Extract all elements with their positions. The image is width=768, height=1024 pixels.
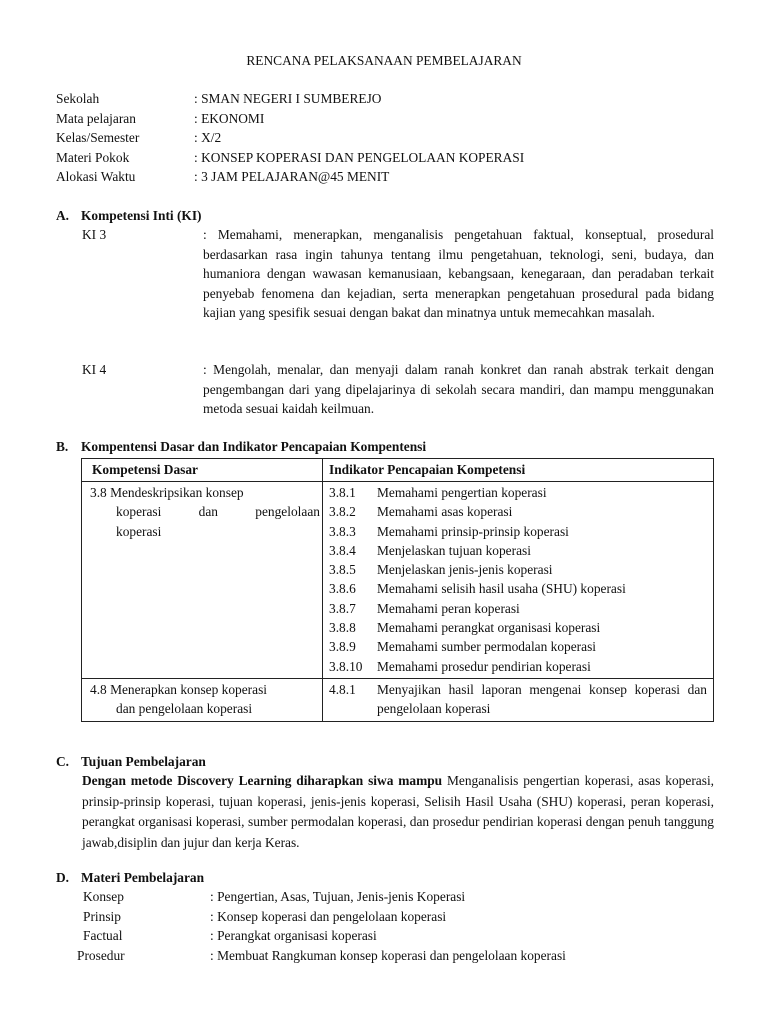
table-header-row [82, 459, 714, 482]
material-label: Prinsip [83, 908, 121, 924]
indicator-item [329, 637, 707, 656]
indicator-text: Menjelaskan jenis-jenis koperasi [377, 562, 553, 578]
section-d-heading [56, 868, 204, 887]
material-label: Konsep [83, 889, 124, 904]
ki4-text: : Mengolah, menalar, dan menyaji dalam ranah konkret dan ranah abstrak terkait dengan pengembangan dari yang dipelajarinya di sekolah secara mandiri, dan mampu menggunakan metoda sesuai kaidah keilmuan. [203, 362, 714, 417]
indicator-item [329, 579, 707, 598]
section-c-heading [56, 752, 206, 771]
material-list [77, 887, 566, 965]
indicator-number: 3.8.9 [329, 639, 356, 655]
objective-body: Menganalisis pengertian koperasi, asas koperasi, prinsip-prinsip koperasi, tujuan koperasi, jenis-jenis koperasi, Selisih Hasil Usaha (SHU) koperasi, peran koperasi, perangkat organisasi koperasi, sumber permodalan koperasi, dan prosedur pendirian koperasi dengan penuh tanggung jawab,disiplin dan jujur dan kerja Keras. [82, 773, 715, 850]
info-value: : EKONOMI [194, 110, 265, 126]
indicator-text: Memahami sumber permodalan koperasi [377, 639, 597, 655]
indicator-number: 3.8.10 [329, 658, 363, 674]
kd-line: 3.8 Mendeskripsikan konsep [90, 485, 244, 500]
indicator-text: Memahami prosedur pendirian koperasi [377, 658, 591, 674]
kd-cell [82, 678, 323, 721]
indicator-text: Memahami peran koperasi [377, 600, 520, 616]
info-label: Materi Pokok [56, 149, 130, 165]
indicator-item [329, 657, 707, 676]
document-title: RENCANA PELAKSANAAN PEMBELAJARAN [246, 53, 522, 68]
kd-line: 4.8 Menerapkan konsep koperasi [90, 681, 268, 697]
info-value: : SMAN NEGERI I SUMBEREJO [194, 91, 382, 106]
indicator-text: Memahami prinsip-prinsip koperasi [377, 523, 569, 539]
indicator-text: Memahami perangkat organisasi koperasi [377, 620, 601, 636]
kd-line-justified [90, 502, 320, 521]
material-value: : Membuat Rangkuman konsep koperasi dan pengelolaan koperasi [210, 947, 566, 963]
section-title: Materi Pembelajaran [81, 870, 205, 885]
indicator-text: Menjelaskan tujuan koperasi [377, 542, 531, 558]
material-item [80, 926, 566, 946]
info-label: Sekolah [56, 91, 100, 106]
indicator-item [329, 483, 707, 502]
indicator-item [329, 502, 707, 521]
indicator-cell [323, 678, 714, 721]
indicator-item [329, 599, 707, 618]
section-letter: D. [56, 870, 70, 885]
section-letter: B. [56, 439, 69, 454]
material-item [80, 907, 566, 927]
info-value: : X/2 [194, 130, 222, 145]
ki4-label: KI 4 [82, 362, 107, 377]
kd-line: koperasi [116, 523, 162, 539]
competency-table [81, 458, 714, 722]
indicator-item [329, 618, 707, 637]
kd-word: pengelolaan [255, 504, 320, 520]
indicator-number: 3.8.3 [329, 523, 356, 539]
indicator-number: 3.8.4 [329, 542, 356, 558]
indicator-number: 3.8.7 [329, 600, 356, 616]
table-header-kd: Kompetensi Dasar [82, 459, 323, 482]
material-label: Factual [83, 928, 123, 943]
kd-word: dan [198, 504, 218, 520]
indicator-item [329, 522, 707, 541]
section-letter: C. [56, 754, 70, 769]
ki3-text: : Memahami, menerapkan, menganalisis pengetahuan faktual, konseptual, prosedural berdasarkan rasa ingin tahunya tentang ilmu pengetahuan, teknologi, seni, budaya, dan humaniora dengan wawasan kemanusiaan, kebangsaan, kenegaraan, dan peradaban terkait penyebab fenomena dan kejadian, serta menerapkan pengetahuan prosedural pada bidang kajian yang spesifik sesuai dengan bakat dan minatnya untuk memecahkan masalah. [203, 227, 714, 321]
section-b-heading [56, 437, 426, 456]
info-block [56, 89, 524, 187]
indicator-item [329, 541, 707, 560]
indicator-number: 3.8.2 [329, 504, 356, 520]
info-row-school [56, 89, 524, 109]
indicator-text: Memahami pengertian koperasi [377, 485, 547, 500]
indicator-number: 3.8.6 [329, 581, 356, 597]
indicator-number: 3.8.5 [329, 562, 356, 578]
objective-intro: Dengan metode Discovery Learning diharapkan siwa mampu [82, 773, 443, 788]
material-item [77, 946, 566, 966]
info-label: Kelas/Semester [56, 130, 140, 145]
indicator-number: 3.8.1 [329, 485, 356, 500]
learning-objective-text [82, 771, 714, 853]
indicator-number: 3.8.8 [329, 620, 356, 636]
info-label: Mata pelajaran [56, 110, 136, 126]
section-title: Kompentensi Dasar dan Indikator Pencapaian Kompentensi [81, 439, 427, 454]
indicator-number: 4.8.1 [329, 681, 356, 697]
section-a-heading [56, 206, 202, 225]
info-value: : 3 JAM PELAJARAN@45 MENIT [194, 169, 390, 184]
material-value: : Konsep koperasi dan pengelolaan koperasi [210, 908, 447, 924]
ki3-label: KI 3 [82, 227, 107, 242]
section-title: Kompetensi Inti (KI) [81, 208, 202, 223]
indicator-text: Memahami asas koperasi [377, 504, 513, 520]
indicator-cell [323, 482, 714, 679]
section-letter: A. [56, 208, 70, 223]
indicator-item [329, 680, 707, 719]
material-item [80, 887, 566, 907]
indicator-text: Menyajikan hasil laporan mengenai konsep koperasi dan pengelolaan koperasi [377, 681, 707, 717]
indicator-item [329, 560, 707, 579]
kd-line: dan pengelolaan koperasi [116, 701, 253, 717]
info-label: Alokasi Waktu [56, 169, 136, 184]
kd-cell [82, 482, 323, 679]
section-title: Tujuan Pembelajaran [81, 754, 206, 769]
info-row-class [56, 128, 524, 148]
table-row [82, 482, 714, 679]
material-value: : Pengertian, Asas, Tujuan, Jenis-jenis Koperasi [210, 889, 466, 904]
indicator-text: Memahami selisih hasil usaha (SHU) koperasi [377, 581, 626, 597]
info-row-time [56, 167, 524, 187]
info-value: : KONSEP KOPERASI DAN PENGELOLAAN KOPERASI [194, 149, 525, 165]
material-label: Prosedur [77, 947, 125, 963]
table-header-indicator: Indikator Pencapaian Kompetensi [323, 459, 714, 482]
material-value: : Perangkat organisasi koperasi [210, 928, 377, 943]
info-row-subject [56, 109, 524, 129]
info-row-topic [56, 148, 524, 168]
table-row [82, 678, 714, 721]
kd-word: koperasi [116, 504, 162, 520]
